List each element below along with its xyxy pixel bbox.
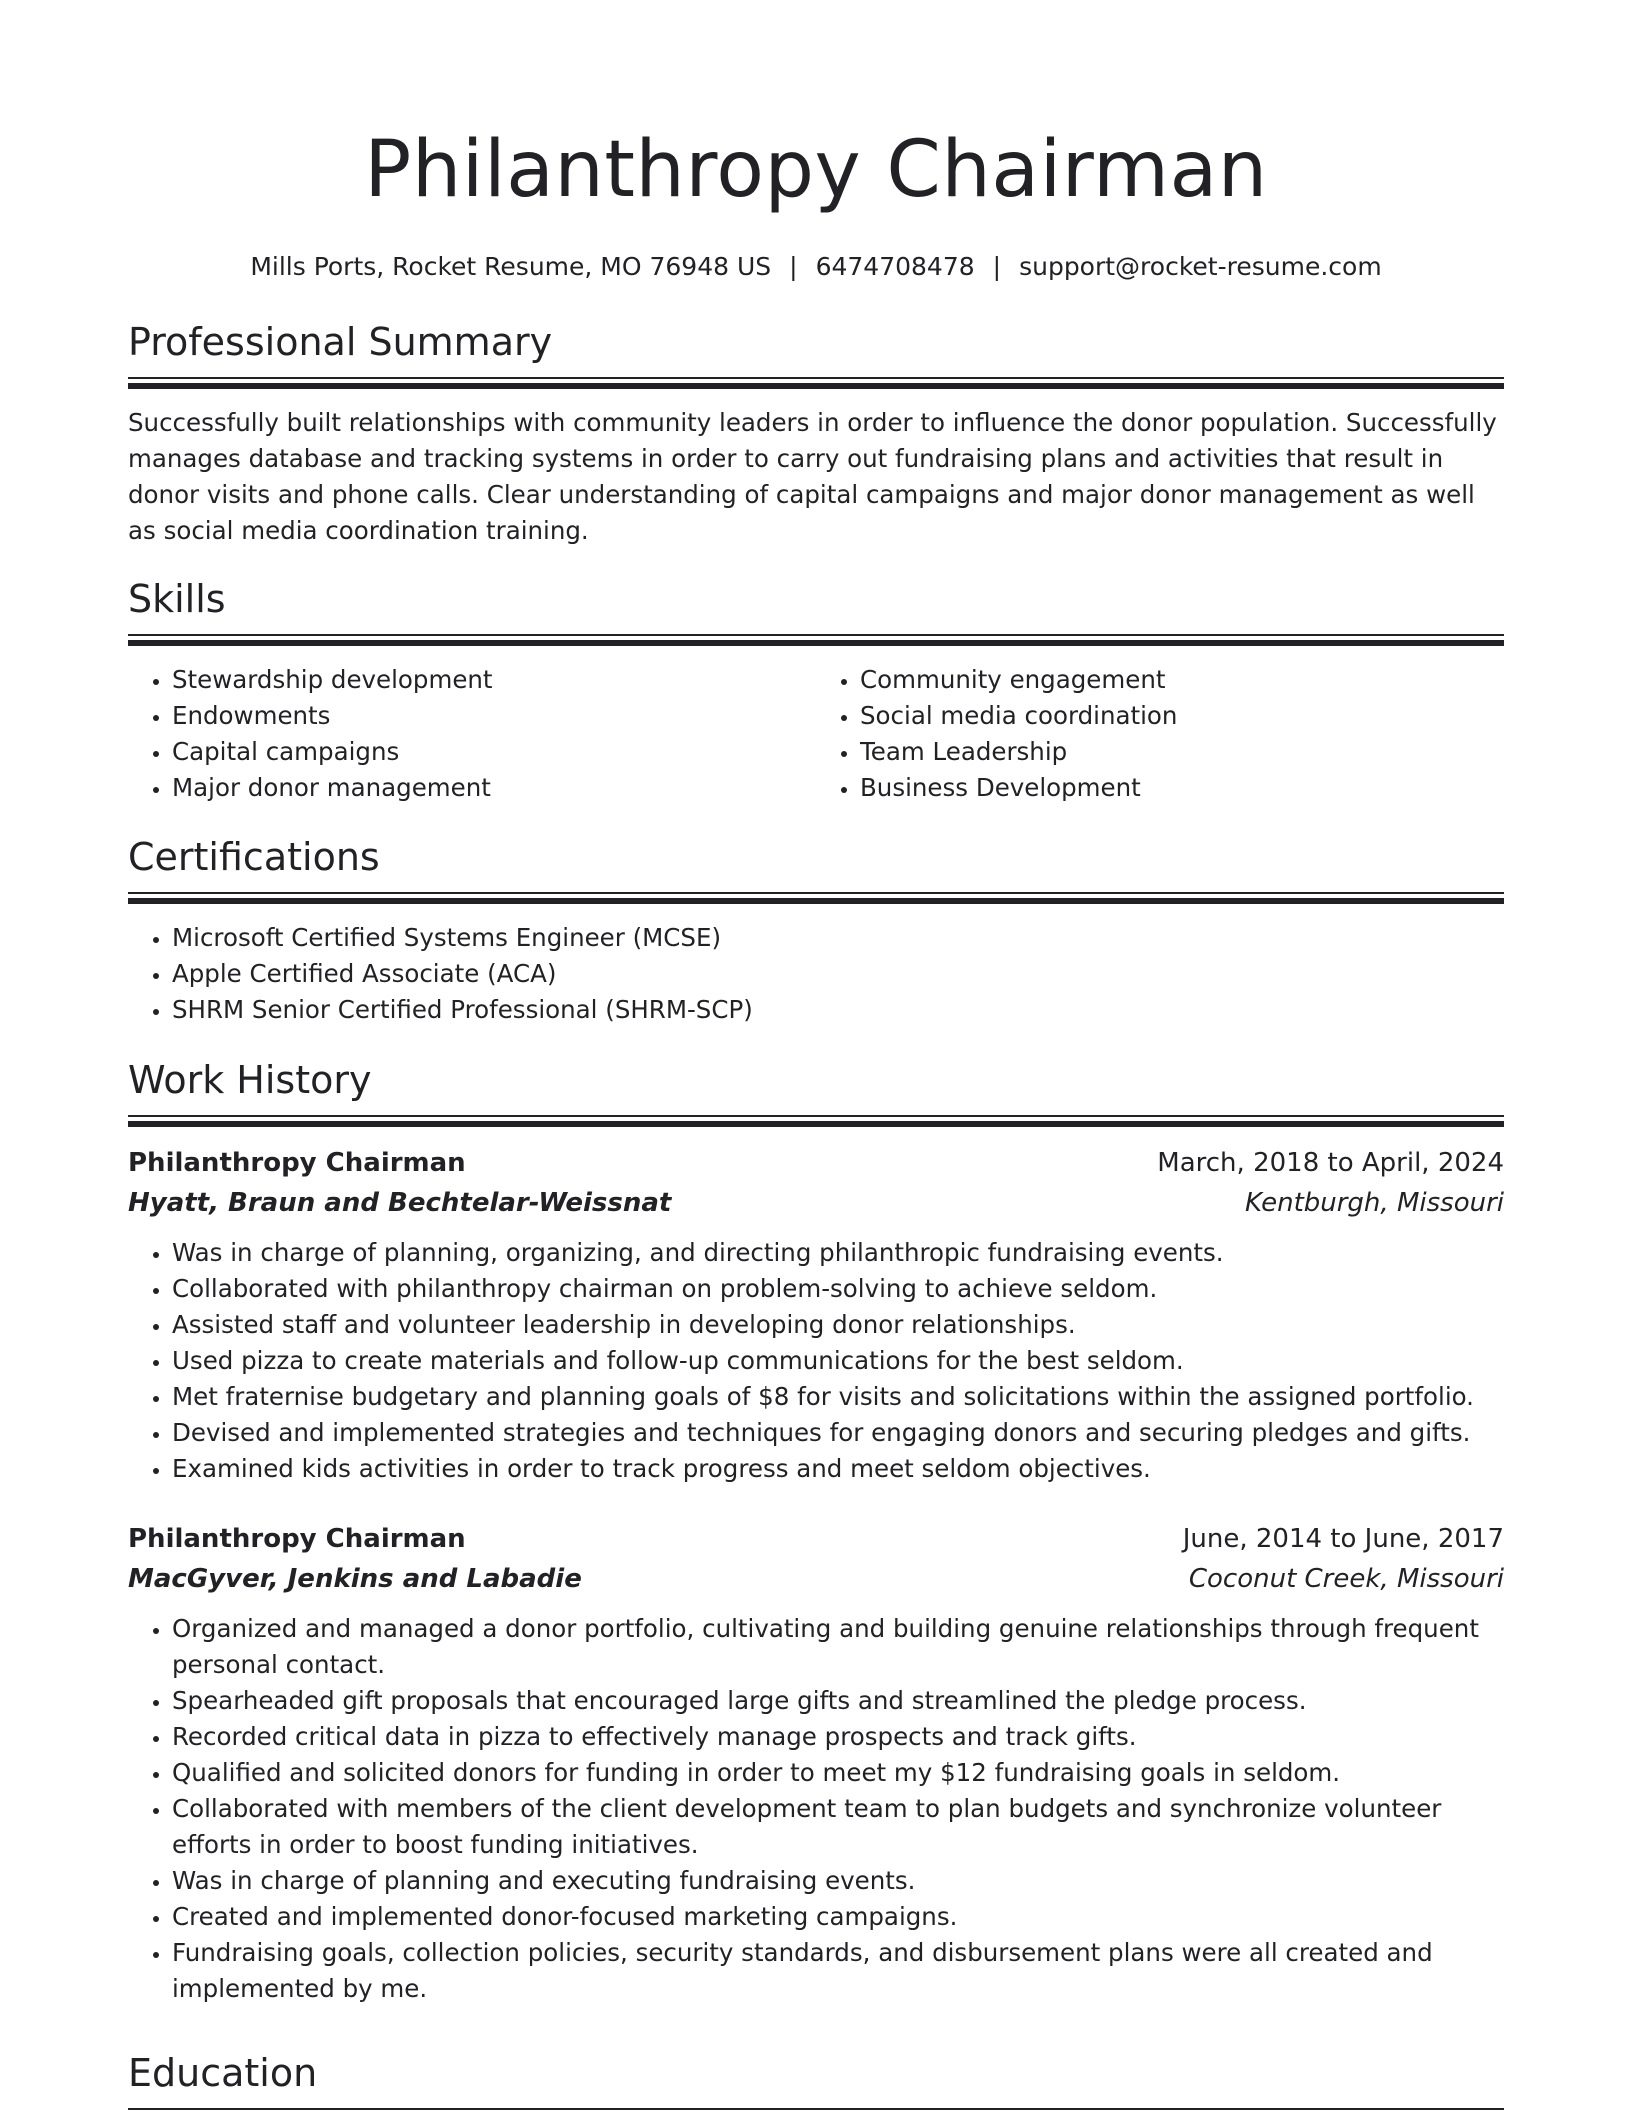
contact-phone: 6474708478 [815, 252, 975, 281]
job-bullet: • Collaborated with members of the client development team to plan budgets and synchronize volunteer efforts in order to boost funding initiatives. [172, 1791, 1504, 1863]
contact-address: Mills Ports, Rocket Resume, MO 76948 US [250, 252, 772, 281]
job-header [128, 1143, 1504, 1183]
section-divider [128, 634, 1504, 648]
job-bullet: • Used pizza to create materials and follow-up communications for the best seldom. [172, 1343, 1504, 1379]
job-subheader [128, 1183, 1504, 1223]
skill-item: • Community engagement [860, 662, 1504, 698]
skill-item: • Business Development [860, 770, 1504, 806]
section-divider [128, 1115, 1504, 1129]
job-header [128, 1519, 1504, 1559]
certifications-section [128, 832, 1504, 1028]
skill-item: • Endowments [172, 698, 816, 734]
work-history-section [128, 1055, 1504, 2007]
job-bullet: • Was in charge of planning and executing fundraising events. [172, 1863, 1504, 1899]
resume-name: Philanthropy Chairman [364, 125, 1268, 215]
job-bullet: • Collaborated with philanthropy chairman on problem-solving to achieve seldom. [172, 1271, 1504, 1307]
contact-separator: | [789, 252, 798, 281]
job-bullet: • Recorded critical data in pizza to effectively manage prospects and track gifts. [172, 1719, 1504, 1755]
job-bullet: • Was in charge of planning, organizing, and directing philanthropic fundraising events. [172, 1235, 1504, 1271]
certification-item: • Apple Certified Associate (ACA) [172, 956, 1504, 992]
job-subheader [128, 1559, 1504, 1599]
job-entry [128, 1519, 1504, 2007]
job-bullet: • Met fraternise budgetary and planning goals of $8 for visits and solicitations within the assigned portfolio. [172, 1379, 1504, 1415]
job-bullet: • Spearheaded gift proposals that encouraged large gifts and streamlined the pledge process. [172, 1683, 1504, 1719]
job-location: Kentburgh, Missouri [1244, 1188, 1504, 1218]
job-bullet: • Organized and managed a donor portfolio, cultivating and building genuine relationships through frequent personal contact. [172, 1611, 1504, 1683]
section-divider [128, 377, 1504, 391]
job-bullet: • Assisted staff and volunteer leadership in developing donor relationships. [172, 1307, 1504, 1343]
job-bullet: • Qualified and solicited donors for funding in order to meet my $12 fundraising goals in seldom. [172, 1755, 1504, 1791]
contact-line [128, 250, 1504, 284]
skills-section [128, 574, 1504, 806]
job-company: Hyatt, Braun and Bechtelar-Weissnat [128, 1188, 672, 1218]
section-divider [128, 892, 1504, 906]
skill-item: • Social media coordination [860, 698, 1504, 734]
resume-page [128, 0, 1504, 2095]
job-location: Coconut Creek, Missouri [1188, 1564, 1504, 1594]
job-dates: June, 2014 to June, 2017 [1182, 1524, 1504, 1554]
education-heading: Education [128, 2051, 318, 2095]
contact-separator: | [992, 252, 1002, 281]
skills-columns [128, 662, 1504, 806]
skills-heading: Skills [128, 577, 226, 621]
job-bullet: • Created and implemented donor-focused marketing campaigns. [172, 1899, 1504, 1935]
job-bullet: • Devised and implemented strategies and techniques for engaging donors and securing pledges and gifts. [172, 1415, 1504, 1451]
skill-item: • Capital campaigns [172, 734, 816, 770]
skill-item: • Major donor management [172, 770, 816, 806]
certification-item: • SHRM Senior Certified Professional (SHRM-SCP) [172, 992, 1504, 1028]
summary-section [128, 317, 1504, 549]
job-bullets [128, 1611, 1504, 2007]
certification-item: • Microsoft Certified Systems Engineer (MCSE) [172, 920, 1504, 956]
job-title: Philanthropy Chairman [128, 1524, 466, 1554]
job-bullets [128, 1235, 1504, 1487]
section-divider [128, 2108, 1504, 2122]
certifications-list [128, 920, 1504, 1028]
skill-item: • Team Leadership [860, 734, 1504, 770]
job-entry [128, 1143, 1504, 1487]
contact-email: support@rocket-resume.com [1019, 252, 1382, 281]
work-history-heading: Work History [128, 1058, 372, 1102]
certifications-heading: Certifications [128, 835, 380, 879]
skills-list-right [816, 662, 1504, 806]
skills-list-left [128, 662, 816, 806]
job-title: Philanthropy Chairman [128, 1148, 466, 1178]
job-bullet: • Examined kids activities in order to track progress and meet seldom objectives. [172, 1451, 1504, 1487]
job-dates: March, 2018 to April, 2024 [1157, 1148, 1504, 1178]
job-bullet: • Fundraising goals, collection policies, security standards, and disbursement plans were all created and implemented by me. [172, 1935, 1504, 2007]
skill-item: • Stewardship development [172, 662, 816, 698]
summary-text: Successfully built relationships with community leaders in order to influence the donor population. Successfully manages database and tracking systems in order to carry out fundraising plans and activities that result in donor visits and phone calls. Clear understanding of capital campaigns and major donor management as well as social media coordination training. [128, 408, 1497, 545]
job-company: MacGyver, Jenkins and Labadie [128, 1564, 582, 1594]
summary-heading: Professional Summary [128, 320, 553, 364]
education-section [128, 2048, 1504, 2122]
